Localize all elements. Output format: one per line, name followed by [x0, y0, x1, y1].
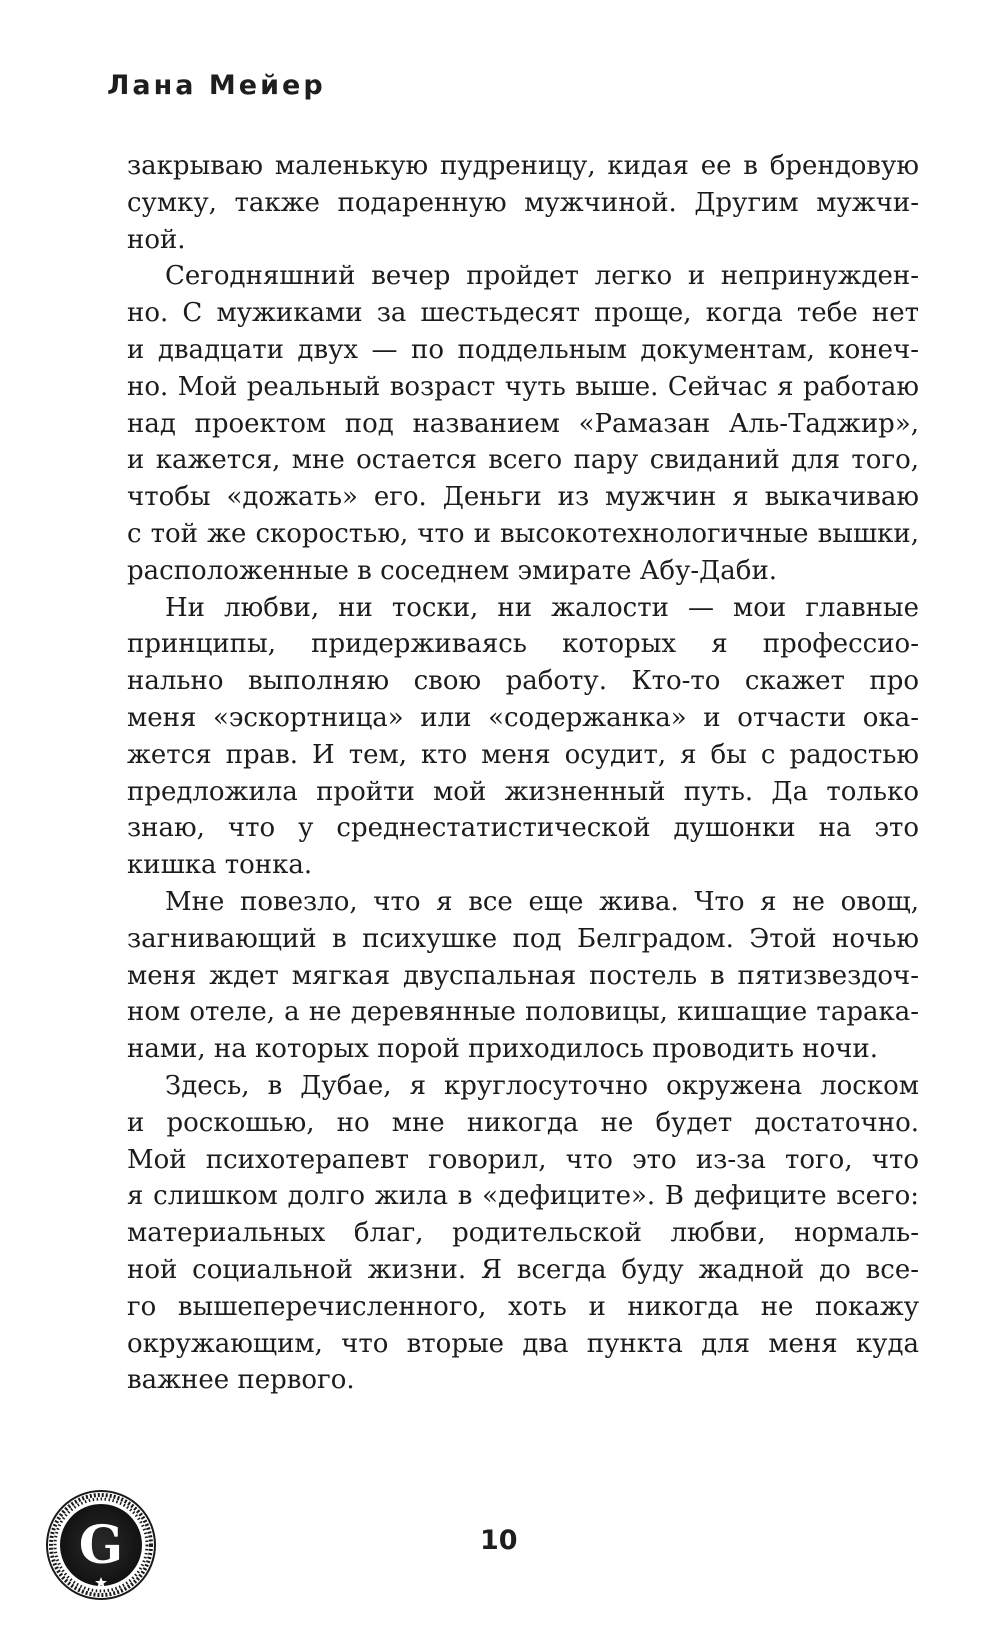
text-line: и роскошью, но мне никогда не будет достаточно. [127, 1107, 919, 1138]
text-line: с той же скоростью, что и высокотехнологичные вышки, [127, 518, 919, 549]
page-number: 10 [480, 1525, 518, 1556]
text-line: сумку, также подаренную мужчиной. Другим мужчи- [127, 187, 919, 218]
text-line: го вышеперечисленного, хоть и никогда не покажу [127, 1291, 919, 1322]
running-head-author: Лана Мейер [107, 70, 326, 101]
text-line: но. Мой реальный возраст чуть выше. Сейчас я работаю [127, 371, 919, 402]
text-line: Сегодняшний вечер пройдет легко и непринужден- [165, 261, 919, 292]
text-line: но. С мужиками за шестьдесят проще, когда тебе нет [127, 298, 919, 329]
text-line: ном отеле, а не деревянные половицы, кишащие тарака- [127, 997, 919, 1028]
text-line: предложила пройти мой жизненный путь. Да только [127, 776, 919, 807]
publisher-logo-letter: G [78, 1515, 124, 1576]
text-line: ной. [127, 224, 186, 255]
text-line: кишка тонка. [127, 850, 313, 881]
text-line: меня «эскортница» или «содержанка» и отчасти ока- [127, 702, 919, 733]
text-line: ной социальной жизни. Я всегда буду жадной до все- [127, 1254, 919, 1285]
text-line: окружающим, что вторые два пункта для меня куда [127, 1328, 919, 1359]
text-line: нально выполняю свою работу. Кто-то скажет про [127, 666, 919, 697]
text-line: расположенные в соседнем эмирате Абу-Даби. [127, 555, 778, 586]
text-line: Мой психотерапевт говорил, что это из-за того, что [127, 1144, 919, 1175]
text-line: знаю, что у среднестатистической душонки на это [127, 813, 919, 844]
text-line: меня ждет мягкая двуспальная постель в пятизвездоч- [127, 960, 919, 991]
text-line: загнивающий в психушке под Белградом. Этой ночью [127, 923, 919, 954]
text-line: над проектом под названием «Рамазан Аль-Таджир», [127, 408, 919, 439]
text-line: и двадцати двух — по поддельным документам, конеч- [127, 334, 919, 365]
text-line: и кажется, мне остается всего пару свиданий для того, [127, 445, 919, 476]
text-line: чтобы «дожать» его. Деньги из мужчин я выкачиваю [127, 482, 919, 513]
body-text [127, 148, 919, 1399]
text-line: я слишком долго жила в «дефиците». В дефиците всего: [127, 1181, 919, 1212]
text-line: нами, на которых порой приходилось проводить ночи. [127, 1034, 879, 1065]
text-line: принципы, придерживаясь которых я профессио- [127, 629, 919, 660]
publisher-g-seal-icon [45, 1489, 157, 1601]
text-line: закрываю маленькую пудреницу, кидая ее в брендовую [127, 151, 919, 181]
text-line: материальных благ, родительской любви, нормаль- [127, 1218, 919, 1249]
text-line: жется прав. И тем, кто меня осудит, я бы с радостью [127, 739, 919, 770]
text-line: важнее первого. [127, 1365, 355, 1396]
text-line: Здесь, в Дубае, я круглосуточно окружена лоском [165, 1070, 919, 1101]
text-line: Мне повезло, что я все еще жива. Что я не овощ, [165, 886, 919, 917]
text-line: Ни любви, ни тоски, ни жалости — мои главные [165, 592, 919, 623]
